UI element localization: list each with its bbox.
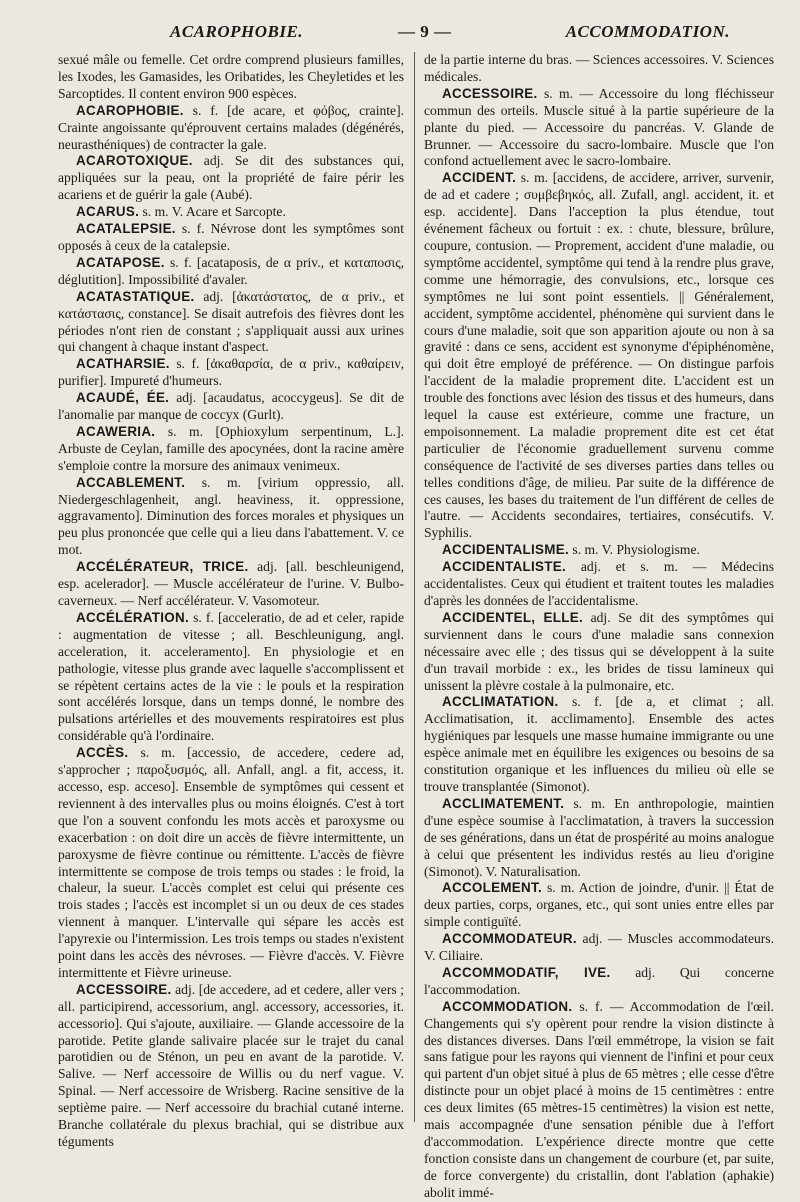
entry-headword: ACCLIMATEMENT. <box>442 795 565 811</box>
header-right-word: ACCOMMODATION. <box>565 22 730 41</box>
dictionary-entry <box>424 999 774 1202</box>
entry-definition: s. f. [de a, et climat ; all. Acclimatisation, it. acclimamento]. Ensemble des actes hygiéniques par lesquels une masse humaine immigrante ou une espèce animale met en équilibre les exigences ou besoins de sa constitution organique et les influences du milieu où elle se trouve transplantée (Simonot). <box>424 694 774 794</box>
entry-headword: ACARUS. <box>76 204 140 220</box>
entry-definition: s. f. Névrose dont les symptômes sont opposés à ceux de la catalepsie. <box>58 221 404 253</box>
dictionary-entry <box>424 694 774 795</box>
entry-definition: s. f. [ἀκαθαρσία, de α priv., καθαίρειν, purifier]. Impureté d'humeurs. <box>58 356 404 389</box>
dictionary-entry <box>58 289 404 357</box>
entry-headword: ACCOMMODATION. <box>442 998 573 1014</box>
entry-definition: s. f. — Accommodation de l'œil. Changements qui s'y opèrent pour rendre la vision distincte à des distances diverses. Dans l'œil emmétrope, la vision se fait sans fatigue pour les rayons qui viennent de l'infini et pour ceux qui partent d'un objet situé à plus de 65 mètres ; elle cesse d'être distincte pour un objet placé à moins de 15 centimètres : entre ces deux limites (65 mètres-15 centimètres) la vision est nette, mais accompagnée d'une sensation pénible due à l'effort d'accommodation. L'expérience directe montre que cette fonction consiste dans un changement de courbure (et, par suite, de force convergente) du cristallin, dont l'ablation (aphakie) abolit immé- <box>424 998 774 1200</box>
dictionary-entry <box>58 103 404 154</box>
entry-definition: adj. Se dit des substances qui, appliquées sur la peau, ont la propriété de faire périr les acariens et de guérir la gale (Aubé). <box>58 153 404 203</box>
entry-headword: ACCIDENTALISTE. <box>442 559 567 575</box>
entry-definition: s. m. V. Acare et Sarcopte. <box>139 204 286 220</box>
entry-definition: s. m. — Accessoire du long fléchisseur commun des orteils. Muscle situé à la partie supérieure de la plante du pied. — Accessoire du pancréas. V. Glande de Brunner. — Accessoire du sacro-lombaire. Muscle que l'on confond actuellement avec le sacro-lombaire. <box>424 85 774 169</box>
entry-headword: ACCOMMODATIF, IVE. <box>442 964 611 980</box>
dictionary-entry <box>424 796 774 881</box>
dictionary-entry <box>58 153 404 204</box>
entry-definition: adj. Qui concerne l'accommodation. <box>424 964 774 997</box>
header-left-word: ACAROPHOBIE. <box>170 22 304 41</box>
entry-headword: ACCÉLÉRATEUR, TRICE. <box>76 559 249 575</box>
entry-headword: ACCABLEMENT. <box>76 474 186 490</box>
entry-definition: s. m. [virium oppressio, all. Niedergeschlagenheit, angl. heaviness, it. oppressione, aggravamento]. Diminution des forces morales et physiques un peu plus prononcée que celle qui a lieu dans l'abattement. V. ce mot. <box>58 474 404 558</box>
entry-definition: adj. [ἀκατάστατος, de α priv., et κατάστασις, constance]. Se disait autrefois des fièvres dont les périodes n'ont rien de constant ; s'appliquait aussi aux urines qui changent à chaque instant d'aspect. <box>58 288 404 355</box>
entry-headword: ACAUDÉ, ÉE. <box>76 390 170 406</box>
entry-definition: de la partie interne du bras. — Sciences accessoires. V. Sciences médicales. <box>424 52 774 84</box>
dictionary-entry <box>424 931 774 965</box>
dictionary-entry <box>58 745 404 982</box>
dictionary-entry <box>58 982 404 1151</box>
dictionary-entry <box>424 542 774 559</box>
entry-headword: ACATAPOSE. <box>76 254 165 270</box>
dictionary-entry <box>58 610 404 745</box>
entry-definition: s. f. [de acare, et φόβος, crainte]. Crainte angoissante qu'éprouvent certains malades (dégénérés, neurasthéniques) de contracter la gale. <box>58 102 404 152</box>
entry-definition: s. m. [accidens, de accidere, arriver, survenir, de ad et cadere ; συμβεβηκός, all. Zufall, angl. accident, it. et esp. accidente]. Dans l'acception la plus étendue, tout événement fâcheux ou fortuit : ex. : chute, blessure, brûlure, coupure, contusion. — Proprement, accident d'une maladie, ou symptôme accidentel, symptôme qui tend à la rendre plus grave, comme une hémorragie, des convulsions, etc., lorsque ces symptômes ne lui sont point essentiels. || Généralement, accident, symptôme accidentel, phénomène qui survient dans le cours d'une maladie, soit que son apparition ajoute ou non à sa gravité : dans ce sens, accident est synonyme d'épiphénomène, qui doit être employé de préférence. — On distingue parfois l'accident de la maladie proprement dite. L'accident est un trouble des fonctions avec lésion des tissus et des humeurs, dans lequel la cause est extérieure, comme une fracture, un empoisonnement. La maladie proprement dite est cet état particulier de l'économie graduellement survenu comme conséquence de l'activité de ses diverses parties dans telles ou telles conditions d'âge, de milieu. Par suite de la différence de ces causes, les bases du traitement de l'un différent de celles de l'autre. — Accidents secondaires, tertiaires, consécutifs. V. Syphilis. <box>424 170 774 541</box>
entry-headword: ACATASTATIQUE. <box>76 288 195 304</box>
entry-definition: s. m. En anthropologie, maintien d'une espèce soumise à l'acclimatation, à travers la succession de ses générations, dans un état de prospérité au moins analogue à celui que présentent les individus restés au lieu d'origine (Simonot). V. Naturalisation. <box>424 795 774 879</box>
page-number: — 9 — <box>398 22 452 41</box>
entry-definition: s. m. [Ophioxylum serpentinum, L.]. Arbuste de Ceylan, famille des apocynées, dont la racine amère s'emploie contre la morsure des animaux venimeux. <box>58 423 404 473</box>
entry-headword: ACCÈS. <box>76 745 129 761</box>
dictionary-entry <box>424 965 774 999</box>
entry-definition: adj. [all. beschleunigend, esp. acelerador]. — Muscle accélérateur de l'urine. V. Bulbo-caverneux. — Nerf accélérateur. V. Vasomoteur. <box>58 559 404 608</box>
entry-headword: ACATHARSIE. <box>76 356 170 372</box>
dictionary-entry <box>58 52 404 103</box>
dictionary-entry <box>424 86 774 171</box>
entry-definition: s. m. [accessio, de accedere, cedere ad, s'approcher ; παροξυσμός, all. Anfall, angl. a fit, access, it. accesso, esp. acceso]. Ensemble de symptômes qui cessent et reviennent à des intervalles plus ou moins éloignés. C'est à tort que l'on a souvent confondu les mots accès et paroxysme ou exacerbation : on doit dire un accès de fièvre intermittente, un paroxysme de fièvre continue ou rémittente. L'accès de fièvre intermittente se compose de trois temps ou stades : le froid, la chaleur, la sueur. L'accès complet est celui qui présente ces trois stades ; l'accès est incomplet si un ou deux de ces stades viennent à manquer. L'intervalle qui sépare les accès est l'apyrexie ou l'intermission. Les trois temps ou stades n'existent point dans les accès des névroses. — Fièvre d'accès. V. Fièvre intermittente et Fièvre urineuse. <box>58 745 404 980</box>
entry-headword: ACCESSOIRE. <box>442 85 538 101</box>
dictionary-entry <box>58 221 404 255</box>
dictionary-entry <box>58 559 404 610</box>
right-column <box>424 52 774 1200</box>
entry-definition: s. m. V. Physiologisme. <box>569 542 700 558</box>
dictionary-entry <box>58 475 404 560</box>
entry-headword: ACAROTOXIQUE. <box>76 153 193 169</box>
dictionary-entry <box>58 204 404 221</box>
entry-definition: s. m. Action de joindre, d'unir. || État de deux parties, corps, organes, etc., qui sont unies entre elles par simple contiguïté. <box>424 880 774 930</box>
dictionary-entry <box>424 559 774 610</box>
entry-headword: ACCÉLÉRATION. <box>76 609 190 625</box>
entry-headword: ACCIDENTEL, ELLE. <box>442 609 583 625</box>
dictionary-entry <box>58 255 404 289</box>
dictionary-entry <box>58 390 404 424</box>
entry-definition: adj. Se dit des symptômes qui surviennent dans le cours d'une maladie sans connexion nécessaire avec elle ; des tissus qui se développent à la suite d'un travail morbide : ex., les brides de tissu lamineux qui unissent la plèvre costale à la pulmonaire, etc. <box>424 609 774 693</box>
dictionary-entry <box>58 424 404 475</box>
running-header <box>60 22 760 48</box>
entry-definition: adj. [acaudatus, acoccygeus]. Se dit de l'anomalie par manque de coccyx (Gurlt). <box>58 390 404 423</box>
left-column <box>58 52 404 1149</box>
column-divider <box>414 52 415 1122</box>
entry-definition: s. f. [acceleratio, de ad et celer, rapide : augmentation de vitesse ; all. Beschleunigung, angl. acceleration, it. acceleramento]. En physiologie et en pathologie, vitesse plus grande avec laquelle s'accomplissent et se répètent certains actes de la vie : le pouls et la respiration sont accélérés lorsque, dans un temps donné, le nombre des pulsations artérielles et des mouvements respiratoires est plus considérable qu'à l'ordinaire. <box>58 609 404 744</box>
entry-headword: ACAWERIA. <box>76 423 156 439</box>
entry-headword: ACATALEPSIE. <box>76 221 176 237</box>
entry-headword: ACCIDENT. <box>442 170 517 186</box>
entry-headword: ACCESSOIRE. <box>76 981 172 997</box>
dictionary-entry <box>424 610 774 695</box>
entry-headword: ACCLIMATATION. <box>442 694 559 710</box>
dictionary-entry <box>424 170 774 542</box>
entry-definition: s. f. [acataposis, de α priv., et καταποσις, déglutition]. Impossibilité d'avaler. <box>58 254 404 287</box>
entry-headword: ACCOLEMENT. <box>442 880 543 896</box>
entry-definition: sexué mâle ou femelle. Cet ordre comprend plusieurs familles, les Ixodes, les Gamasides, les Oribatides, les Cheyletides et les Sarcoptides. Il content environ 900 espèces. <box>58 52 404 101</box>
dictionary-entry <box>58 356 404 390</box>
entry-definition: adj. et s. m. — Médecins accidentalistes. Ceux qui étudient et traitent toutes les maladies d'après les données de l'accidentalisme. <box>424 559 774 608</box>
dictionary-entry <box>424 52 774 86</box>
entry-headword: ACAROPHOBIE. <box>76 102 184 118</box>
entry-definition: adj. [de accedere, ad et cedere, aller vers ; all. participirend, accessorium, angl. accessory, accessories, it. accessorio]. Qui s'ajoute, auxiliaire. — Glande accessoire de la parotide. Petite glande salivaire placée sur le trajet du canal parotidien ou de Sténon, un peu en avant de la parotide. V. Salive. — Nerf accessoire de Willis ou du nerf vague. V. Spinal. — Nerf accessoire de Wrisberg. Racine sensitive de la septième paire. — Nerf accessoire du brachial cutané interne. Branche collatérale du plexus brachial, qui se distribue aux téguments <box>58 981 404 1149</box>
entry-headword: ACCIDENTALISME. <box>442 542 569 558</box>
entry-headword: ACCOMMODATEUR. <box>442 931 577 947</box>
dictionary-entry <box>424 880 774 931</box>
entry-definition: adj. — Muscles accommodateurs. V. Ciliaire. <box>424 931 774 964</box>
